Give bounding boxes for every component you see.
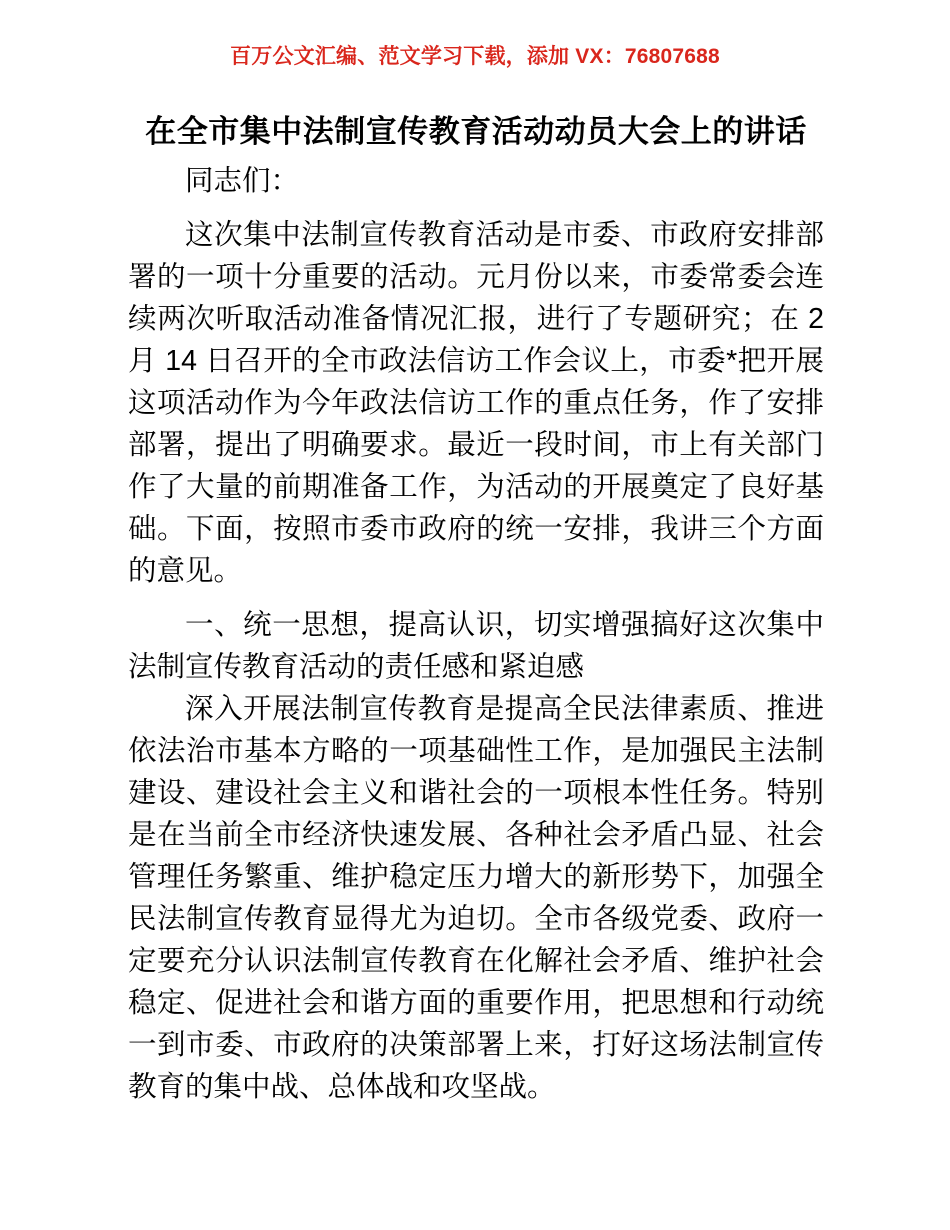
section-heading-one: 一、统一思想，提高认识，切实增强搞好这次集中法制宣传教育活动的责任感和紧迫感 — [128, 609, 824, 683]
section-one-paragraph: 深入开展法制宣传教育是提高全民法律素质、推进依法治市基本方略的一项基础性工作，是加强民主法制建设、建设社会主义和谐社会的一项根本性任务。特别是在当前全市经济快速发展、各种社会矛盾凸显、社会管理任务繁重、维护稳定压力增大的新形势下，加强全民法制宣传教育显得尤为迫切。全市各级党委、政府一定要充分认识法制宣传教育在化解社会矛盾、维护社会稳定、促进社会和谐方面的重要作用，把思想和行动统一到市委、市政府的决策部署上来，打好这场法制宣传教育的集中战、总体战和攻坚战。 — [128, 693, 824, 1103]
intro-paragraph: 这次集中法制宣传教育活动是市委、市政府安排部署的一项十分重要的活动。元月份以来，市委常委会连续两次听取活动准备情况汇报，进行了专题研究；在 2 月 14 日召开的全市政法信访工作会议上，市委*把开展这项活动作为今年政法信访工作的重点任务，作了安排部署，提出了明确要求。最近一段时间，市上有关部门作了大量的前期准备工作，为活动的开展奠定了良好基础。下面，按照市委市政府的统一安排，我讲三个方面的意见。 — [128, 219, 824, 587]
salutation: 同志们： — [185, 165, 300, 197]
page-title: 在全市集中法制宣传教育活动动员大会上的讲话 — [145, 114, 807, 149]
document-content — [128, 110, 824, 1108]
promo-banner: 百万公文汇编、范文学习下载，添加 VX：76807688 — [230, 45, 720, 68]
